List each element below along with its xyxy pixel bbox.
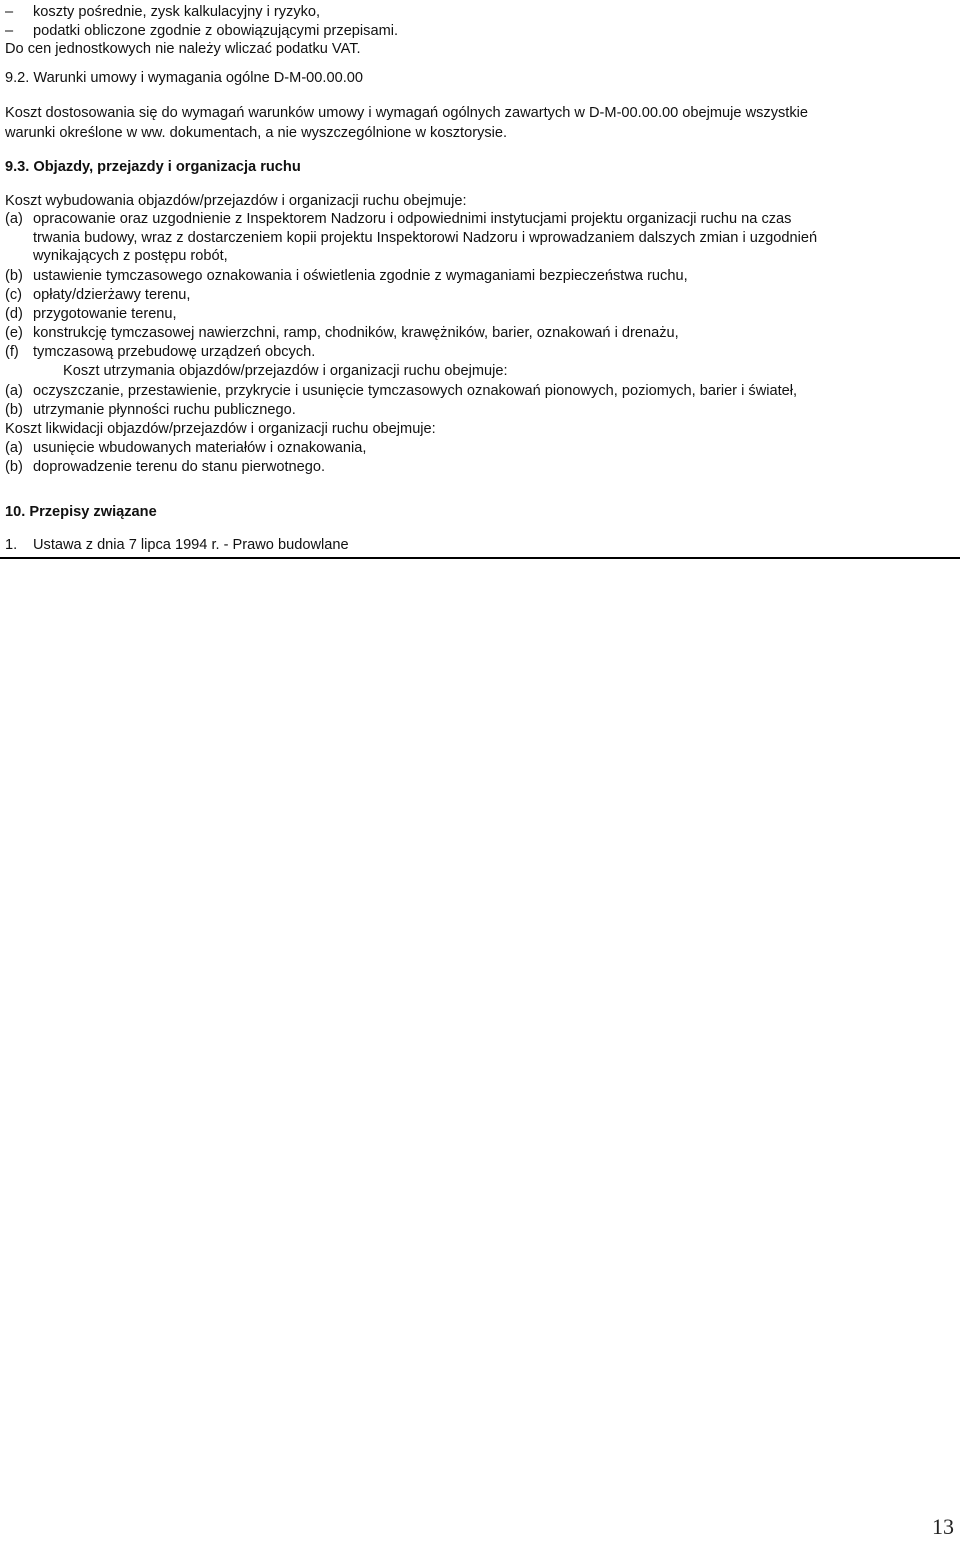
- list-item-label: (a): [5, 383, 23, 399]
- bullet-text: podatki obliczone zgodnie z obowiązującymi przepisami.: [33, 23, 399, 39]
- list-item-text: ustawienie tymczasowego oznakowania i oświetlenia zgodnie z wymaganiami bezpieczeństwa ruchu,: [33, 268, 688, 284]
- section-9-2-heading: 9.2. Warunki umowy i wymagania ogólne D-M-00.00.00: [5, 70, 363, 86]
- section-10-heading: 10. Przepisy związane: [5, 504, 157, 520]
- page-number: 13: [932, 1514, 954, 1539]
- section-9-2-paragraph-line: warunki określone w ww. dokumentach, a nie wyszczególnione w kosztorysie.: [5, 125, 508, 141]
- list-item-label: (b): [5, 402, 23, 418]
- list-item-text: oczyszczanie, przestawienie, przykrycie i usunięcie tymczasowych oznakowań pionowych, poziomych, barier i świateł,: [33, 383, 798, 399]
- list-item-label: (b): [5, 459, 23, 475]
- list-item-text: konstrukcję tymczasowej nawierzchni, ramp, chodników, krawężników, barier, oznakowań i drenażu,: [33, 325, 679, 341]
- regulation-item-label: 1.: [5, 537, 18, 553]
- remove-cost-intro: Koszt likwidacji objazdów/przejazdów i organizacji ruchu obejmuje:: [5, 421, 436, 437]
- list-item-label: (c): [5, 287, 23, 303]
- list-item-text: usunięcie wbudowanych materiałów i oznakowania,: [33, 440, 367, 456]
- maintain-cost-intro: Koszt utrzymania objazdów/przejazdów i organizacji ruchu obejmuje:: [63, 363, 508, 379]
- list-item-text: utrzymanie płynności ruchu publicznego.: [33, 402, 296, 418]
- bullet-dash: –: [5, 23, 14, 39]
- list-item-text: opracowanie oraz uzgodnienie z Inspektorem Nadzoru i odpowiednimi instytucjami projektu organizacji ruchu na czas: [33, 211, 792, 227]
- list-item-text: wynikających z postępu robót,: [33, 248, 228, 264]
- list-item-text: opłaty/dzierżawy terenu,: [33, 287, 191, 303]
- regulation-item-text: Ustawa z dnia 7 lipca 1994 r. - Prawo budowlane: [33, 537, 349, 553]
- list-item-label: (d): [5, 306, 23, 322]
- bullet-dash: –: [5, 4, 14, 20]
- list-item-text: doprowadzenie terenu do stanu pierwotnego.: [33, 459, 326, 475]
- list-item-label: (e): [5, 325, 23, 341]
- list-item-label: (b): [5, 268, 23, 284]
- list-item-label: (a): [5, 440, 23, 456]
- section-divider: [0, 557, 960, 559]
- list-item-text: tymczasową przebudowę urządzeń obcych.: [33, 344, 316, 360]
- list-item-label: (f): [5, 344, 19, 360]
- build-cost-intro: Koszt wybudowania objazdów/przejazdów i organizacji ruchu obejmuje:: [5, 193, 467, 209]
- list-item-text: przygotowanie terenu,: [33, 306, 177, 322]
- vat-note: Do cen jednostkowych nie należy wliczać podatku VAT.: [5, 41, 361, 57]
- list-item-text: trwania budowy, wraz z dostarczeniem kopii projektu Inspektorowi Nadzoru i wprowadzaniem dalszych zmian i uzgodnień: [33, 230, 818, 246]
- bullet-text: koszty pośrednie, zysk kalkulacyjny i ryzyko,: [33, 4, 321, 20]
- section-9-2-paragraph-line: Koszt dostosowania się do wymagań warunków umowy i wymagań ogólnych zawartych w D-M-00.00.00 obejmuje wszystkie: [5, 105, 809, 121]
- section-9-3-heading: 9.3. Objazdy, przejazdy i organizacja ruchu: [5, 159, 301, 175]
- list-item-label: (a): [5, 211, 23, 227]
